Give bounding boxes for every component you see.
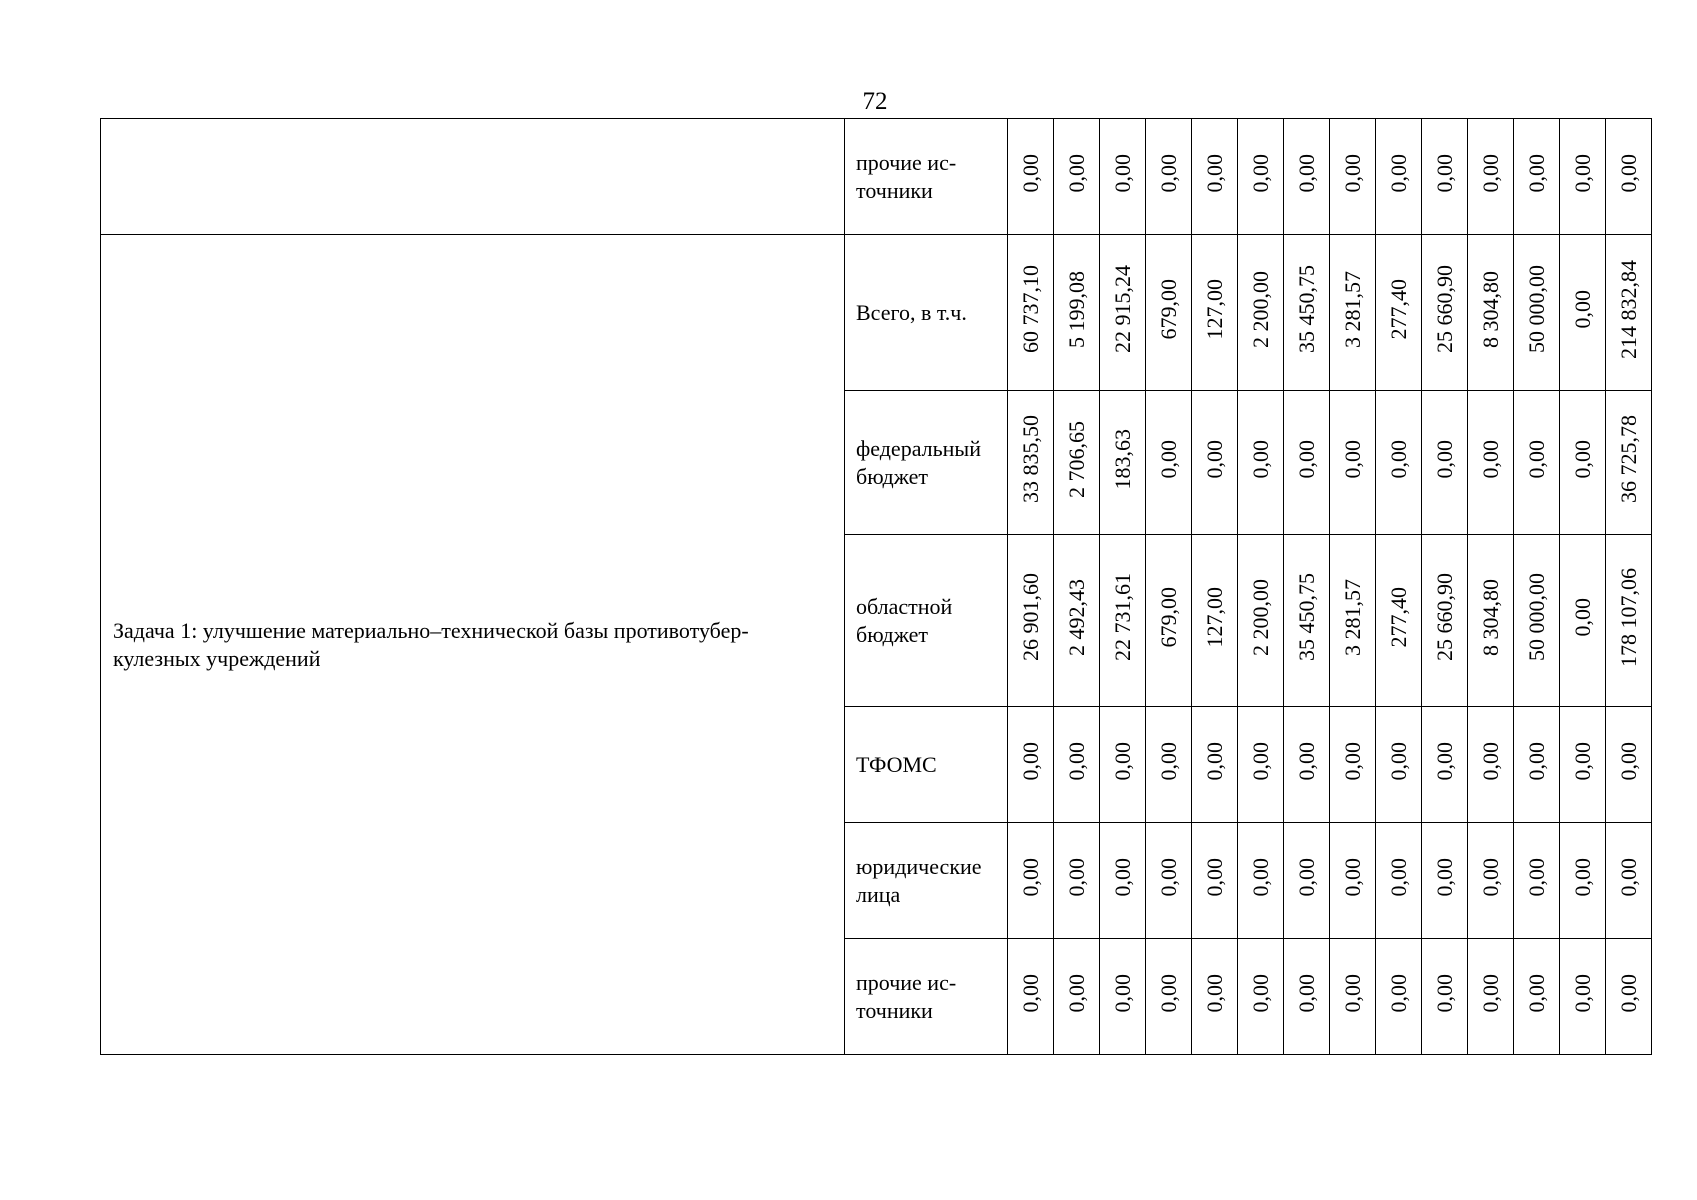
value-text: 0,00 xyxy=(1431,973,1457,1013)
value-cell xyxy=(1514,823,1560,939)
value-text: 0,00 xyxy=(1201,153,1227,193)
funding-source: Всего, в т.ч. xyxy=(845,235,1008,391)
task-title: Задача 1: улучшение материально–технической базы противотубер-кулезных учреждений xyxy=(101,235,845,1055)
value-cell xyxy=(1468,235,1514,391)
value-text: 0,00 xyxy=(1155,153,1181,193)
value-text: 8 304,80 xyxy=(1477,270,1503,348)
value-text: 0,00 xyxy=(1017,857,1043,897)
value-cell xyxy=(1606,119,1652,235)
value-cell xyxy=(1284,235,1330,391)
value-cell xyxy=(1560,707,1606,823)
value-cell xyxy=(1100,391,1146,535)
value-cell xyxy=(1376,391,1422,535)
value-cell xyxy=(1238,823,1284,939)
value-text: 0,00 xyxy=(1339,741,1365,781)
value-cell xyxy=(1100,707,1146,823)
value-text: 0,00 xyxy=(1385,153,1411,193)
value-text: 0,00 xyxy=(1431,857,1457,897)
value-cell xyxy=(1606,535,1652,707)
value-text: 0,00 xyxy=(1477,857,1503,897)
value-text: 0,00 xyxy=(1431,153,1457,193)
value-text: 35 450,75 xyxy=(1293,265,1319,353)
value-text: 0,00 xyxy=(1385,857,1411,897)
value-cell xyxy=(1606,235,1652,391)
value-text: 50 000,00 xyxy=(1523,573,1549,661)
value-cell xyxy=(1376,119,1422,235)
value-text: 0,00 xyxy=(1109,973,1135,1013)
value-cell xyxy=(1606,823,1652,939)
page-number: 72 xyxy=(862,88,888,115)
value-text: 0,00 xyxy=(1247,439,1273,479)
budget-table xyxy=(100,118,1652,1055)
value-cell xyxy=(1054,535,1100,707)
value-cell xyxy=(1238,391,1284,535)
value-cell xyxy=(1238,119,1284,235)
value-cell xyxy=(1284,391,1330,535)
value-text: 0,00 xyxy=(1385,973,1411,1013)
value-cell xyxy=(1330,939,1376,1055)
value-cell xyxy=(1422,707,1468,823)
value-cell xyxy=(1330,391,1376,535)
value-cell xyxy=(1376,535,1422,707)
value-text: 22 915,24 xyxy=(1109,265,1135,353)
value-text: 0,00 xyxy=(1155,857,1181,897)
funding-source: ТФОМС xyxy=(845,707,1008,823)
value-cell xyxy=(1054,235,1100,391)
value-cell xyxy=(1054,119,1100,235)
value-cell xyxy=(1192,119,1238,235)
value-cell xyxy=(1422,823,1468,939)
value-cell xyxy=(1560,391,1606,535)
value-text: 0,00 xyxy=(1569,289,1595,329)
value-cell xyxy=(1054,707,1100,823)
value-text: 0,00 xyxy=(1477,439,1503,479)
value-text: 33 835,50 xyxy=(1017,415,1043,503)
value-text: 0,00 xyxy=(1063,973,1089,1013)
value-text: 0,00 xyxy=(1615,857,1641,897)
value-text: 0,00 xyxy=(1477,973,1503,1013)
value-cell xyxy=(1008,823,1054,939)
funding-source: юридические лица xyxy=(845,823,1008,939)
value-cell xyxy=(1514,235,1560,391)
value-text: 35 450,75 xyxy=(1293,573,1319,661)
value-cell xyxy=(1284,823,1330,939)
value-cell xyxy=(1284,119,1330,235)
value-text: 0,00 xyxy=(1385,439,1411,479)
value-text: 0,00 xyxy=(1293,153,1319,193)
value-text: 0,00 xyxy=(1247,973,1273,1013)
value-cell xyxy=(1422,235,1468,391)
value-cell xyxy=(1422,391,1468,535)
value-cell xyxy=(1192,823,1238,939)
value-text: 0,00 xyxy=(1477,153,1503,193)
value-text: 0,00 xyxy=(1017,973,1043,1013)
value-cell xyxy=(1008,119,1054,235)
value-cell xyxy=(1146,823,1192,939)
value-text: 0,00 xyxy=(1293,857,1319,897)
value-text: 0,00 xyxy=(1339,973,1365,1013)
value-cell xyxy=(1192,939,1238,1055)
value-text: 0,00 xyxy=(1523,973,1549,1013)
table-row xyxy=(101,119,1652,235)
value-cell xyxy=(1560,235,1606,391)
value-cell xyxy=(1008,707,1054,823)
value-text: 0,00 xyxy=(1569,857,1595,897)
value-cell xyxy=(1468,823,1514,939)
value-cell xyxy=(1146,235,1192,391)
value-text: 8 304,80 xyxy=(1477,578,1503,656)
value-cell xyxy=(1422,119,1468,235)
value-cell xyxy=(1192,707,1238,823)
value-cell xyxy=(1468,391,1514,535)
value-cell xyxy=(1192,235,1238,391)
value-cell xyxy=(1100,235,1146,391)
value-cell xyxy=(1468,707,1514,823)
value-text: 0,00 xyxy=(1247,857,1273,897)
value-cell xyxy=(1606,707,1652,823)
value-text: 178 107,06 xyxy=(1615,567,1641,667)
value-cell xyxy=(1054,391,1100,535)
value-text: 3 281,57 xyxy=(1339,578,1365,656)
value-cell xyxy=(1146,707,1192,823)
value-cell xyxy=(1054,823,1100,939)
value-text: 0,00 xyxy=(1155,973,1181,1013)
value-text: 22 731,61 xyxy=(1109,573,1135,661)
value-text: 3 281,57 xyxy=(1339,270,1365,348)
value-cell xyxy=(1284,707,1330,823)
value-cell xyxy=(1560,119,1606,235)
value-text: 0,00 xyxy=(1109,857,1135,897)
value-text: 277,40 xyxy=(1385,586,1411,648)
value-text: 0,00 xyxy=(1293,741,1319,781)
table-row xyxy=(101,235,1652,391)
value-cell xyxy=(1330,823,1376,939)
value-text: 0,00 xyxy=(1523,153,1549,193)
value-text: 0,00 xyxy=(1201,741,1227,781)
value-cell xyxy=(1514,707,1560,823)
value-cell xyxy=(1560,939,1606,1055)
value-cell xyxy=(1422,535,1468,707)
value-cell xyxy=(1008,939,1054,1055)
value-cell xyxy=(1238,535,1284,707)
value-cell xyxy=(1100,939,1146,1055)
value-cell xyxy=(1008,391,1054,535)
value-text: 0,00 xyxy=(1431,439,1457,479)
value-text: 0,00 xyxy=(1477,741,1503,781)
funding-source: прочие ис-точники xyxy=(845,939,1008,1055)
value-text: 0,00 xyxy=(1201,973,1227,1013)
value-text: 0,00 xyxy=(1339,857,1365,897)
value-text: 2 200,00 xyxy=(1247,578,1273,656)
value-cell xyxy=(1192,391,1238,535)
value-text: 5 199,08 xyxy=(1063,270,1089,348)
value-cell xyxy=(1008,535,1054,707)
value-cell xyxy=(1514,119,1560,235)
value-cell xyxy=(1376,939,1422,1055)
value-cell xyxy=(1192,535,1238,707)
value-cell xyxy=(1468,119,1514,235)
value-text: 0,00 xyxy=(1109,153,1135,193)
value-text: 0,00 xyxy=(1293,973,1319,1013)
value-cell xyxy=(1468,535,1514,707)
value-cell xyxy=(1468,939,1514,1055)
value-text: 2 492,43 xyxy=(1063,578,1089,656)
value-text: 26 901,60 xyxy=(1017,573,1043,661)
value-cell xyxy=(1514,391,1560,535)
value-text: 127,00 xyxy=(1201,278,1227,340)
value-cell xyxy=(1606,939,1652,1055)
value-text: 2 200,00 xyxy=(1247,270,1273,348)
value-text: 214 832,84 xyxy=(1615,259,1641,359)
value-cell xyxy=(1146,939,1192,1055)
value-text: 0,00 xyxy=(1569,439,1595,479)
value-text: 0,00 xyxy=(1569,973,1595,1013)
value-text: 0,00 xyxy=(1247,741,1273,781)
value-cell xyxy=(1376,707,1422,823)
value-cell xyxy=(1560,823,1606,939)
value-text: 0,00 xyxy=(1523,439,1549,479)
value-cell xyxy=(1514,939,1560,1055)
empty-task-cell xyxy=(101,119,845,235)
value-text: 0,00 xyxy=(1247,153,1273,193)
value-text: 0,00 xyxy=(1615,153,1641,193)
value-cell xyxy=(1008,235,1054,391)
value-text: 0,00 xyxy=(1569,153,1595,193)
value-cell xyxy=(1100,535,1146,707)
value-text: 0,00 xyxy=(1155,439,1181,479)
value-text: 0,00 xyxy=(1339,153,1365,193)
value-text: 0,00 xyxy=(1017,741,1043,781)
value-text: 25 660,90 xyxy=(1431,265,1457,353)
value-cell xyxy=(1146,391,1192,535)
value-text: 0,00 xyxy=(1063,153,1089,193)
value-text: 0,00 xyxy=(1523,857,1549,897)
value-cell xyxy=(1284,939,1330,1055)
value-text: 679,00 xyxy=(1155,278,1181,340)
value-cell xyxy=(1422,939,1468,1055)
value-text: 0,00 xyxy=(1017,153,1043,193)
value-text: 60 737,10 xyxy=(1017,265,1043,353)
value-text: 0,00 xyxy=(1339,439,1365,479)
value-cell xyxy=(1100,823,1146,939)
value-cell xyxy=(1606,391,1652,535)
value-cell xyxy=(1238,707,1284,823)
value-text: 0,00 xyxy=(1155,741,1181,781)
value-cell xyxy=(1376,235,1422,391)
value-cell xyxy=(1330,707,1376,823)
value-text: 2 706,65 xyxy=(1063,420,1089,498)
value-text: 0,00 xyxy=(1201,439,1227,479)
value-text: 0,00 xyxy=(1569,597,1595,637)
value-text: 25 660,90 xyxy=(1431,573,1457,661)
value-text: 36 725,78 xyxy=(1615,415,1641,503)
value-cell xyxy=(1560,535,1606,707)
value-text: 679,00 xyxy=(1155,586,1181,648)
value-text: 0,00 xyxy=(1431,741,1457,781)
value-text: 0,00 xyxy=(1201,857,1227,897)
value-text: 0,00 xyxy=(1109,741,1135,781)
funding-source: федеральный бюджет xyxy=(845,391,1008,535)
value-cell xyxy=(1054,939,1100,1055)
value-text: 183,63 xyxy=(1109,428,1135,490)
value-cell xyxy=(1238,235,1284,391)
value-cell xyxy=(1100,119,1146,235)
value-cell xyxy=(1330,535,1376,707)
value-text: 50 000,00 xyxy=(1523,265,1549,353)
value-cell xyxy=(1330,119,1376,235)
value-text: 0,00 xyxy=(1569,741,1595,781)
value-cell xyxy=(1238,939,1284,1055)
value-cell xyxy=(1284,535,1330,707)
value-text: 127,00 xyxy=(1201,586,1227,648)
funding-source: областной бюджет xyxy=(845,535,1008,707)
funding-source: прочие ис-точники xyxy=(845,119,1008,235)
value-cell xyxy=(1514,535,1560,707)
value-cell xyxy=(1146,535,1192,707)
value-text: 0,00 xyxy=(1063,741,1089,781)
value-text: 0,00 xyxy=(1615,741,1641,781)
value-cell xyxy=(1376,823,1422,939)
value-text: 0,00 xyxy=(1523,741,1549,781)
value-text: 0,00 xyxy=(1293,439,1319,479)
value-text: 0,00 xyxy=(1063,857,1089,897)
value-cell xyxy=(1330,235,1376,391)
value-text: 0,00 xyxy=(1385,741,1411,781)
value-text: 0,00 xyxy=(1615,973,1641,1013)
value-text: 277,40 xyxy=(1385,278,1411,340)
value-cell xyxy=(1146,119,1192,235)
